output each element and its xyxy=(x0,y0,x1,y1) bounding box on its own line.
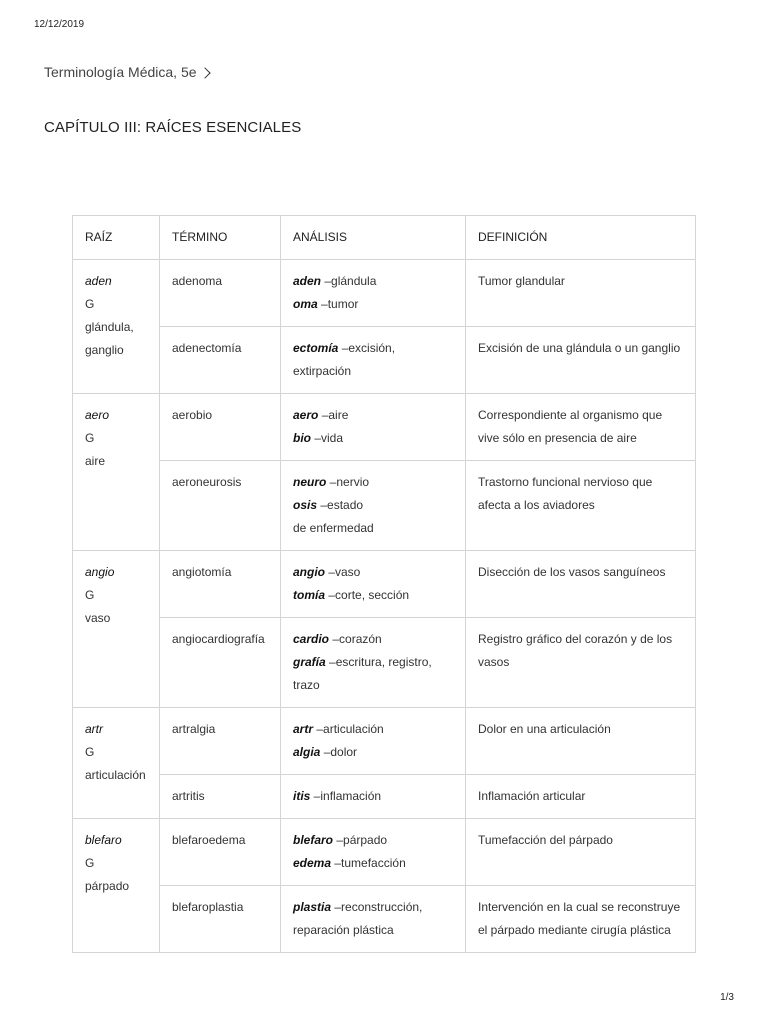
root-origin: G xyxy=(85,588,95,602)
analysis-line xyxy=(293,360,453,383)
analysis-keyword: aden xyxy=(293,274,322,288)
analysis-meaning: –excisión, xyxy=(338,341,396,355)
definition-cell: Registro gráfico del corazón y de los vasos xyxy=(466,618,696,708)
analysis-cell xyxy=(281,775,466,819)
root-cell xyxy=(73,819,160,953)
analysis-keyword: algia xyxy=(293,745,321,759)
header-raiz: RAÍZ xyxy=(73,216,160,260)
table-row xyxy=(73,327,696,394)
analysis-keyword: aero xyxy=(293,408,319,422)
root-keyword: artr xyxy=(85,722,103,736)
term-cell: angiocardiografía xyxy=(160,618,281,708)
analysis-line xyxy=(293,651,453,674)
root-meaning: párpado xyxy=(85,879,130,893)
analysis-keyword: plastia xyxy=(293,900,332,914)
term-cell: adenoma xyxy=(160,260,281,327)
definition-cell: Correspondiente al organismo que vive sólo en presencia de aire xyxy=(466,394,696,461)
analysis-line xyxy=(293,829,453,852)
analysis-keyword: oma xyxy=(293,297,318,311)
table-header-row xyxy=(73,216,696,260)
analysis-line xyxy=(293,427,453,450)
analysis-cell xyxy=(281,618,466,708)
root-cell xyxy=(73,260,160,394)
root-keyword: aden xyxy=(85,274,112,288)
print-date: 12/12/2019 xyxy=(34,19,85,30)
roots-table xyxy=(72,215,696,953)
root-origin: G xyxy=(85,745,95,759)
definition-cell: Trastorno funcional nervioso que afecta a los aviadores xyxy=(466,461,696,551)
term-cell: aerobio xyxy=(160,394,281,461)
analysis-meaning: –corte, sección xyxy=(325,588,410,602)
analysis-line xyxy=(293,896,453,919)
analysis-keyword: bio xyxy=(293,431,311,445)
analysis-line xyxy=(293,584,453,607)
analysis-meaning: –nervio xyxy=(326,475,370,489)
analysis-cell xyxy=(281,394,466,461)
table-row xyxy=(73,819,696,886)
analysis-cell xyxy=(281,461,466,551)
analysis-meaning: –dolor xyxy=(320,745,358,759)
analysis-meaning: –reconstrucción, xyxy=(331,900,423,914)
term-cell: blefaroplastia xyxy=(160,886,281,953)
analysis-meaning: de enfermedad xyxy=(293,521,374,535)
analysis-line xyxy=(293,270,453,293)
root-keyword: angio xyxy=(85,565,115,579)
analysis-line xyxy=(293,741,453,764)
table-row xyxy=(73,618,696,708)
analysis-meaning: –estado xyxy=(317,498,364,512)
analysis-line xyxy=(293,718,453,741)
root-meaning: aire xyxy=(85,454,106,468)
table-row xyxy=(73,775,696,819)
analysis-keyword: ectomía xyxy=(293,341,339,355)
analysis-cell xyxy=(281,327,466,394)
table-row xyxy=(73,260,696,327)
root-meaning: vaso xyxy=(85,611,111,625)
analysis-meaning: –aire xyxy=(318,408,349,422)
analysis-meaning: –párpado xyxy=(333,833,388,847)
term-cell: aeroneurosis xyxy=(160,461,281,551)
analysis-line xyxy=(293,404,453,427)
analysis-keyword: cardio xyxy=(293,632,330,646)
analysis-cell xyxy=(281,886,466,953)
analysis-line xyxy=(293,561,453,584)
definition-cell: Intervención en la cual se reconstruye el párpado mediante cirugía plástica xyxy=(466,886,696,953)
root-meaning: glándula, xyxy=(85,320,134,334)
analysis-cell xyxy=(281,551,466,618)
analysis-cell xyxy=(281,260,466,327)
definition-cell: Excisión de una glándula o un ganglio xyxy=(466,327,696,394)
analysis-meaning: –escritura, registro, xyxy=(325,655,432,669)
analysis-keyword: blefaro xyxy=(293,833,334,847)
root-cell xyxy=(73,708,160,819)
term-cell: angiotomía xyxy=(160,551,281,618)
page-number: 1/3 xyxy=(720,992,734,1003)
analysis-meaning: –inflamación xyxy=(310,789,382,803)
root-origin: G xyxy=(85,856,95,870)
analysis-line xyxy=(293,852,453,875)
analysis-cell xyxy=(281,708,466,775)
analysis-keyword: angio xyxy=(293,565,325,579)
analysis-meaning: –vaso xyxy=(325,565,361,579)
analysis-keyword: neuro xyxy=(293,475,327,489)
analysis-meaning: –tumefacción xyxy=(331,856,406,870)
analysis-line xyxy=(293,293,453,316)
analysis-line xyxy=(293,674,453,697)
analysis-meaning: –articulación xyxy=(313,722,384,736)
term-cell: blefaroedema xyxy=(160,819,281,886)
analysis-line xyxy=(293,628,453,651)
header-analisis: ANÁLISIS xyxy=(281,216,466,260)
analysis-line xyxy=(293,919,453,942)
header-termino: TÉRMINO xyxy=(160,216,281,260)
analysis-meaning: extirpación xyxy=(293,364,352,378)
root-keyword: blefaro xyxy=(85,833,122,847)
root-origin: G xyxy=(85,297,95,311)
breadcrumb-label[interactable]: Terminología Médica, 5e xyxy=(44,64,197,80)
table-row xyxy=(73,461,696,551)
analysis-meaning: –tumor xyxy=(317,297,359,311)
analysis-keyword: artr xyxy=(293,722,314,736)
table-row xyxy=(73,886,696,953)
analysis-meaning: –vida xyxy=(311,431,344,445)
chapter-title: CAPÍTULO III: RAÍCES ESENCIALES xyxy=(44,119,302,136)
analysis-keyword: osis xyxy=(293,498,318,512)
root-keyword: aero xyxy=(85,408,110,422)
root-meaning: ganglio xyxy=(85,343,124,357)
analysis-keyword: edema xyxy=(293,856,332,870)
analysis-keyword: grafía xyxy=(293,655,326,669)
analysis-line xyxy=(293,785,453,808)
term-cell: artritis xyxy=(160,775,281,819)
definition-cell: Inflamación articular xyxy=(466,775,696,819)
analysis-line xyxy=(293,471,453,494)
table-row xyxy=(73,551,696,618)
table-body xyxy=(73,260,696,953)
analysis-meaning: trazo xyxy=(293,678,320,692)
term-cell: adenectomía xyxy=(160,327,281,394)
analysis-meaning: –glándula xyxy=(321,274,377,288)
analysis-keyword: tomía xyxy=(293,588,326,602)
breadcrumb[interactable] xyxy=(44,64,209,80)
definition-cell: Tumor glandular xyxy=(466,260,696,327)
definition-cell: Disección de los vasos sanguíneos xyxy=(466,551,696,618)
analysis-line xyxy=(293,517,453,540)
analysis-keyword: itis xyxy=(293,789,311,803)
root-origin: G xyxy=(85,431,95,445)
chevron-right-icon[interactable] xyxy=(199,67,210,78)
term-cell: artralgia xyxy=(160,708,281,775)
table-row xyxy=(73,708,696,775)
table-row xyxy=(73,394,696,461)
header-definicion: DEFINICIÓN xyxy=(466,216,696,260)
root-cell xyxy=(73,394,160,551)
definition-cell: Dolor en una articulación xyxy=(466,708,696,775)
root-cell xyxy=(73,551,160,708)
analysis-cell xyxy=(281,819,466,886)
analysis-line xyxy=(293,337,453,360)
analysis-meaning: reparación plástica xyxy=(293,923,394,937)
analysis-meaning: –corazón xyxy=(329,632,382,646)
definition-cell: Tumefacción del párpado xyxy=(466,819,696,886)
analysis-line xyxy=(293,494,453,517)
root-meaning: articulación xyxy=(85,768,146,782)
